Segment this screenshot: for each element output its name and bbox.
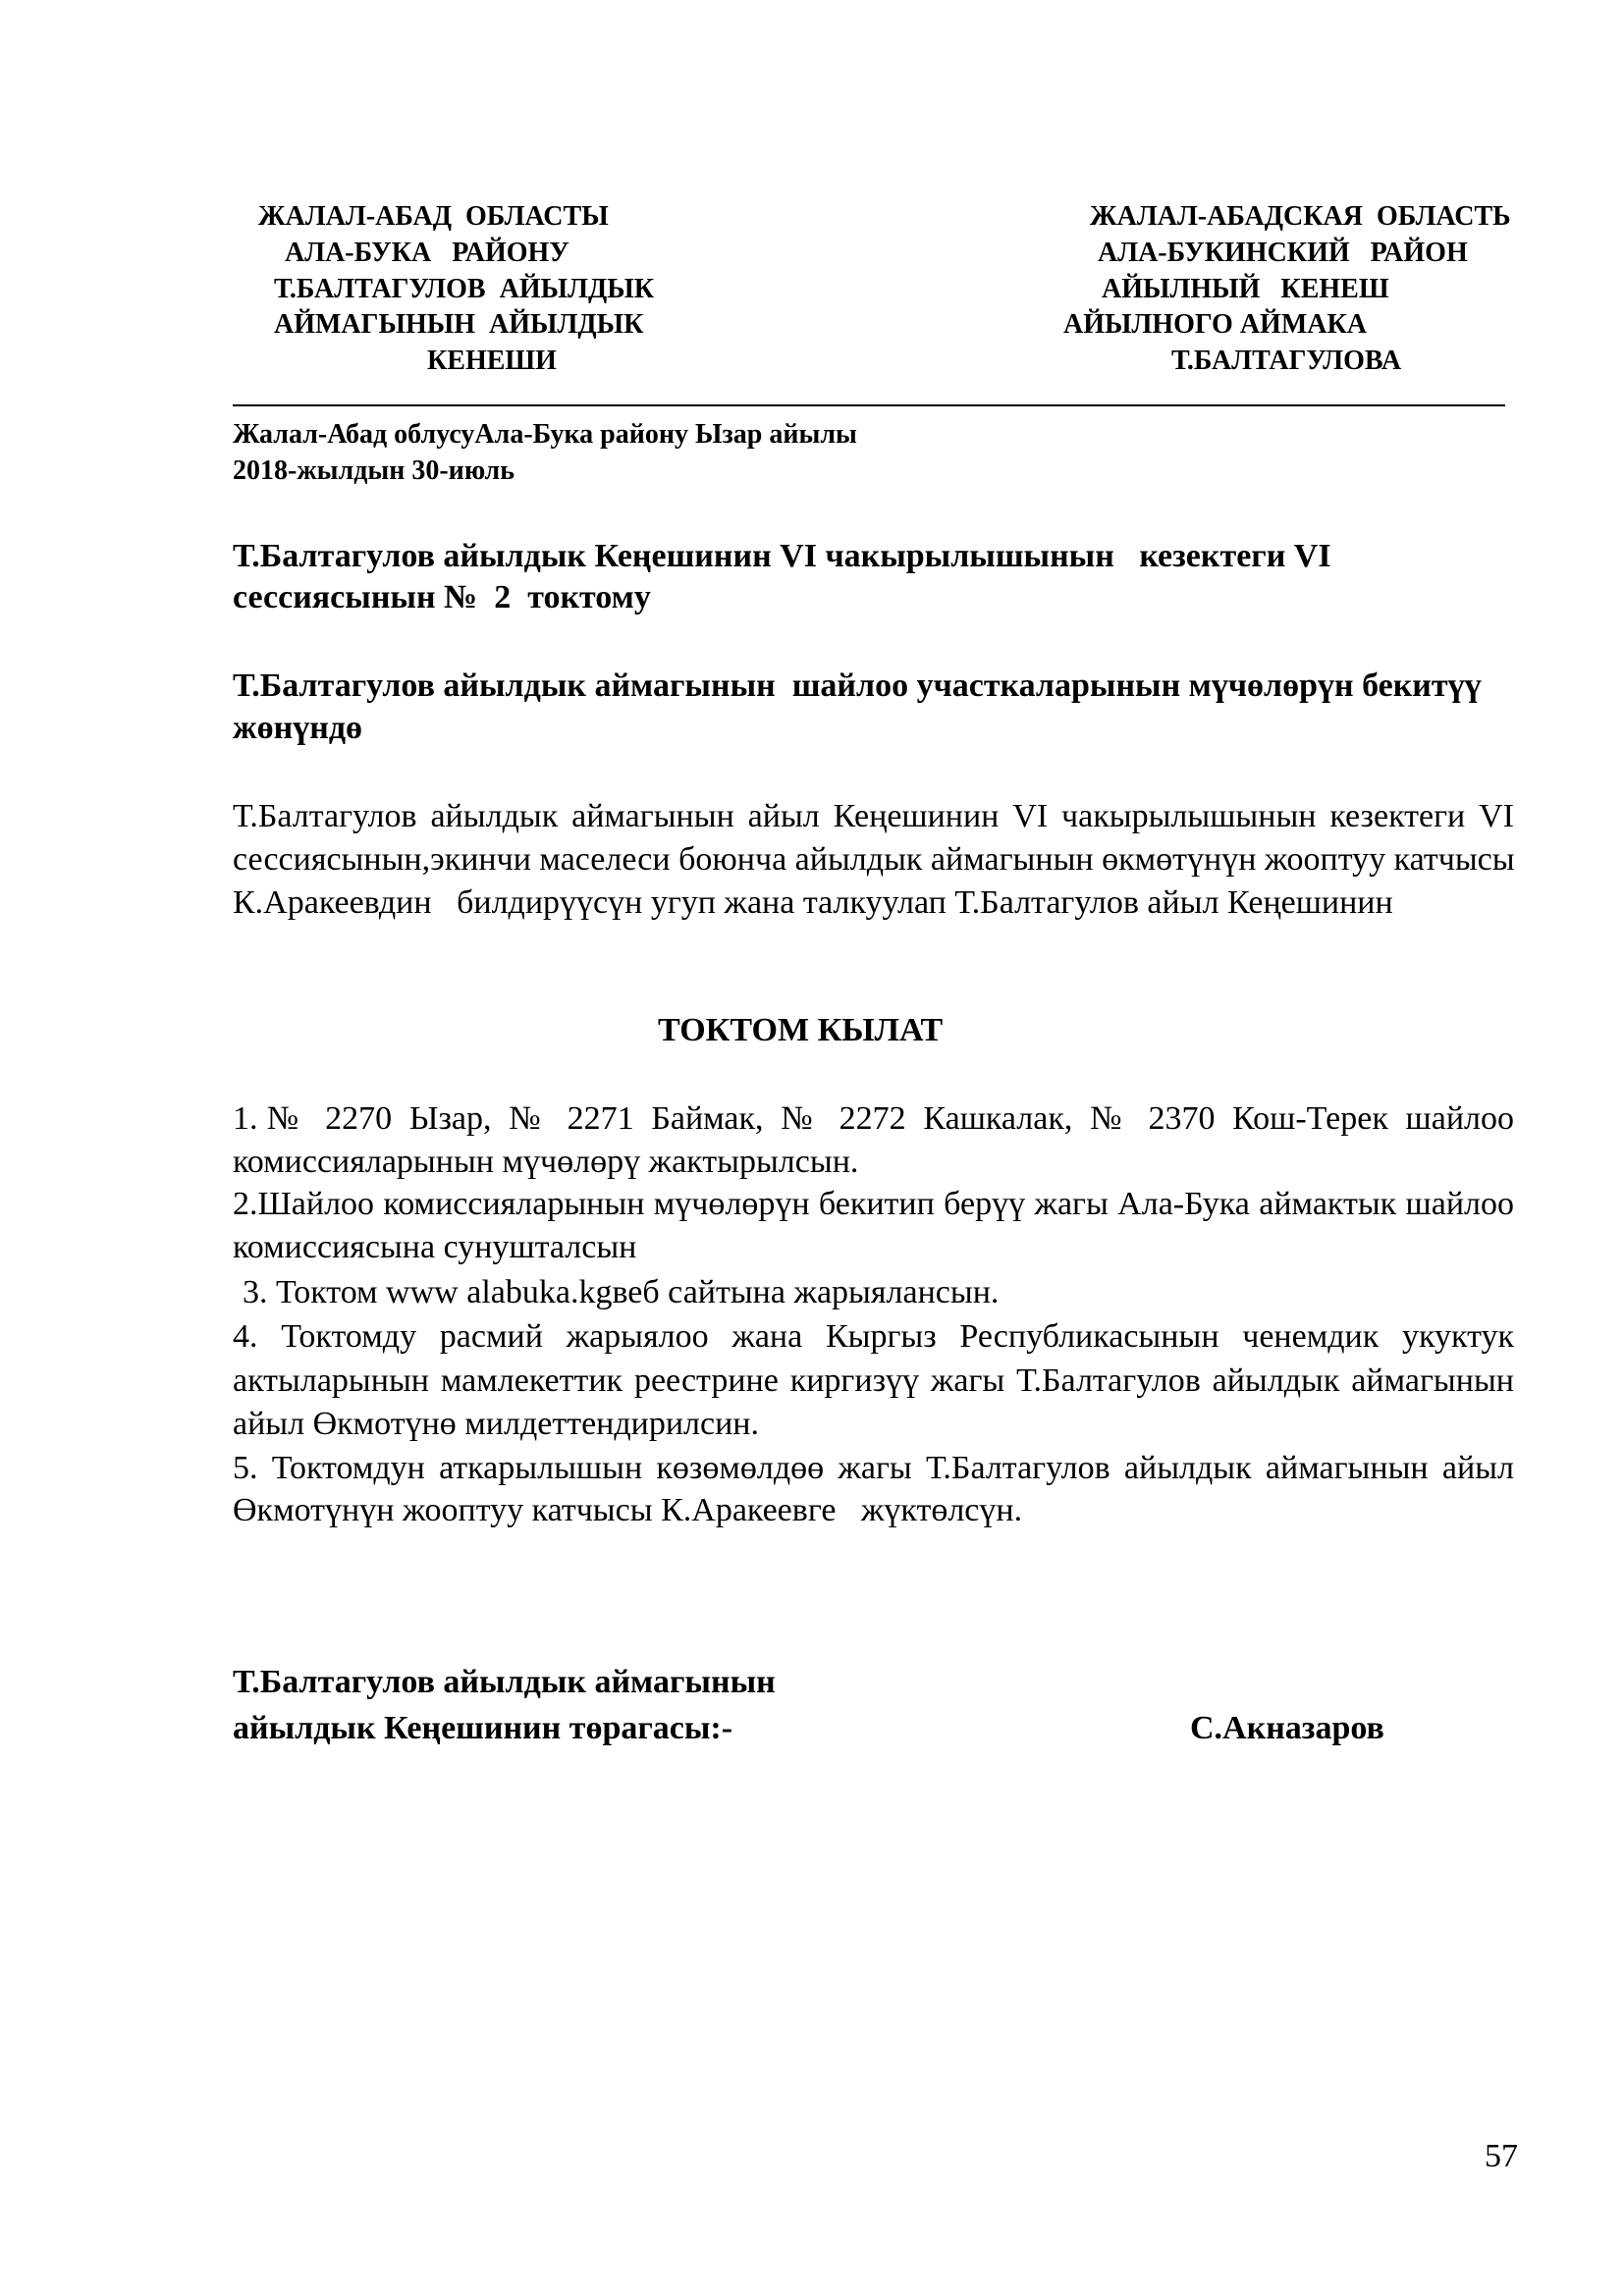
- header-left-line: АЙМАГЫНЫН АЙЫЛДЫК: [274, 309, 644, 340]
- resolution-line: айыл Өкмотүнө милдеттендирилсин.: [233, 1406, 759, 1442]
- header-left-line: КЕНЕШИ: [427, 346, 557, 376]
- subject-line: жөнүндө: [233, 710, 363, 746]
- resolution-heading: ТОКТОМ КЫЛАТ: [658, 1012, 944, 1048]
- resolution-line: актыларынын мамлекеттик реестрине киргизүү жагы Т.Балтагулов айылдык аймагынын: [233, 1362, 1514, 1399]
- title-line: сессиясынын № 2 токтому: [233, 579, 651, 615]
- header-divider: [233, 404, 1505, 406]
- header-right-line: Т.БАЛТАГУЛОВА: [1171, 346, 1402, 376]
- header-right-line: ЖАЛАЛ-АБАДСКАЯ ОБЛАСТЬ: [1090, 201, 1511, 232]
- resolution-line: 3. Токтом www alabuka.kgвеб сайтына жарыялансын.: [243, 1274, 1000, 1310]
- subject-line: Т.Балтагулов айылдык аймагынын шайлоо участкаларынын мүчөлөрүн бекитүү: [233, 667, 1482, 704]
- header-right-line: АЙЫЛНОГО АЙМАКА: [1063, 309, 1367, 340]
- page-number: 57: [1485, 2138, 1518, 2174]
- signatory-title-line: Т.Балтагулов айылдык аймагынын: [233, 1664, 776, 1700]
- signatory-name: С.Акназаров: [1190, 1710, 1384, 1746]
- resolution-line: 5. Токтомдун аткарылышын көзөмөлдөө жагы Т.Балтагулов айылдык аймагынын айыл: [233, 1450, 1514, 1486]
- resolution-line: Өкмотүнүн жооптуу катчысы К.Аракеевге жүктөлсүн.: [233, 1492, 1023, 1528]
- header-left-line: ЖАЛАЛ-АБАД ОБЛАСТЫ: [258, 201, 609, 232]
- resolution-line: 4. Токтомду расмий жарыялоо жана Кыргыз Республикасынын ченемдик укуктук: [233, 1318, 1514, 1355]
- preamble-line: сессиясынын,экинчи маселеси боюнча айылдык аймагынын өкмөтүнүн жооптуу катчысы: [233, 841, 1515, 878]
- preamble-line: Т.Балтагулов айылдык аймагынын айыл Кеңешинин VI чакырылышынын кезектеги VI: [233, 798, 1514, 834]
- header-left-line: АЛА-БУКА РАЙОНУ: [285, 238, 569, 268]
- header-right-line: АЛА-БУКИНСКИЙ РАЙОН: [1098, 238, 1468, 268]
- resolution-line: комиссиясына сунушталсын: [233, 1229, 637, 1265]
- header-right-line: АЙЫЛНЫЙ КЕНЕШ: [1102, 274, 1389, 304]
- title-line: Т.Балтагулов айылдык Кеңешинин VI чакырылышынын кезектеги VI: [233, 538, 1331, 574]
- signatory-title-line: айылдык Кеңешинин төрагасы:-: [233, 1710, 733, 1746]
- resolution-line: 1.№ 2270 Ызар, № 2271 Баймак, № 2272 Кашкалак, № 2370 Кош-Терек шайлоо: [233, 1100, 1514, 1137]
- preamble-line: К.Аракеевдин билдирүүсүн угуп жана талкуулап Т.Балтагулов айыл Кеңешинин: [233, 884, 1393, 921]
- header-left-line: Т.БАЛТАГУЛОВ АЙЫЛДЫК: [274, 274, 655, 304]
- document-date: 2018-жылдын 30-июль: [233, 455, 515, 486]
- resolution-line: 2.Шайлоо комиссияларынын мүчөлөрүн бекитип берүү жагы Ала-Бука аймактык шайлоо: [233, 1186, 1514, 1222]
- document-place: Жалал-Абад облусуАла-Бука району Ызар айылы: [233, 419, 857, 450]
- resolution-line: комиссияларынын мүчөлөрү жактырылсын.: [233, 1144, 859, 1180]
